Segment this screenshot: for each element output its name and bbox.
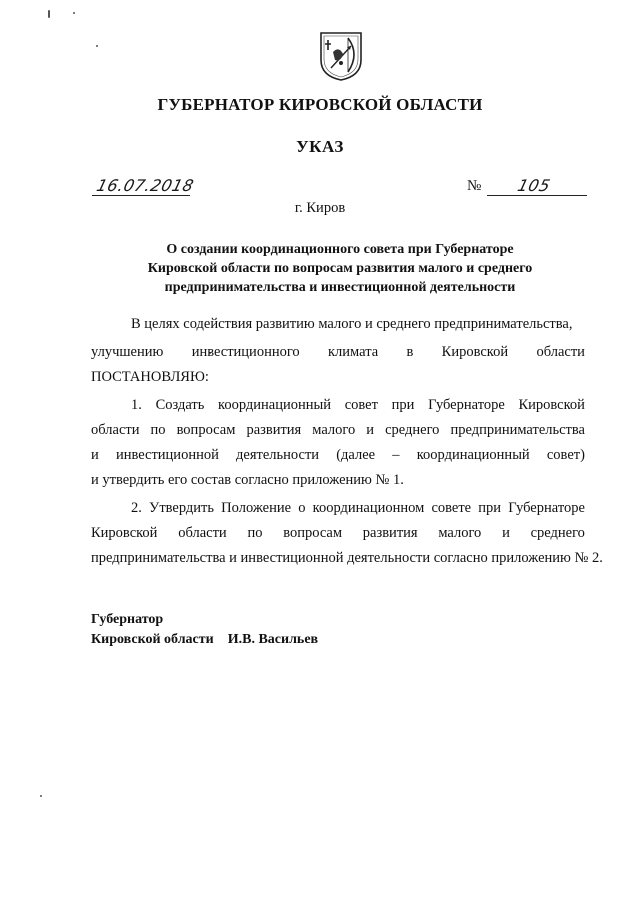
body-text: инвестиционной xyxy=(115,447,219,463)
signatory-name: И.В. Васильев xyxy=(227,632,319,647)
body-text: В целях содействия развитию малого и среднего предпринимательства, xyxy=(131,316,573,332)
body-text: предпринимательства xyxy=(450,422,585,438)
body-text: улучшению xyxy=(91,344,164,360)
body-text: совет xyxy=(344,397,378,413)
scan-speck xyxy=(40,795,42,797)
body-text: координационном xyxy=(312,500,425,516)
body-text: координационный xyxy=(218,397,332,413)
subject-line: О создании координационного совета при Губернаторе xyxy=(166,242,514,257)
scan-speck xyxy=(96,45,98,47)
body-text: области xyxy=(178,525,227,541)
signature-position: Губернатор xyxy=(91,612,164,627)
body-line xyxy=(91,525,585,542)
body-text: координационный xyxy=(416,447,530,463)
body-text: среднего xyxy=(385,422,440,438)
body-text: в xyxy=(406,344,414,360)
body-text: климата xyxy=(328,344,379,360)
body-text: Кировской xyxy=(441,344,509,360)
body-text: предпринимательства и инвестиционной деятельности согласно приложению № 2. xyxy=(91,550,603,566)
body-text: области xyxy=(91,422,140,438)
body-text: развития xyxy=(246,422,302,438)
signature-region: Кировской области xyxy=(91,632,214,647)
body-text: и xyxy=(502,525,510,541)
body-text: инвестиционного xyxy=(191,344,300,360)
document-type-title: УКАЗ xyxy=(296,137,344,156)
body-text: среднего xyxy=(530,525,585,541)
body-text: совет) xyxy=(546,447,585,463)
body-line xyxy=(91,422,585,439)
body-line xyxy=(91,447,585,464)
body-line xyxy=(131,397,585,414)
body-line xyxy=(91,344,585,361)
scan-speck xyxy=(48,10,50,18)
body-line xyxy=(91,550,603,567)
scan-speck xyxy=(73,12,75,14)
subject-line: Кировской области по вопросам развития малого и среднего xyxy=(147,261,533,276)
body-text: вопросам xyxy=(283,525,343,541)
subject-line: предпринимательства и инвестиционной деятельности xyxy=(164,280,516,295)
body-text: развития xyxy=(362,525,418,541)
body-text: по xyxy=(150,422,166,438)
body-text: Кировской xyxy=(518,397,585,413)
body-text: – xyxy=(392,447,400,463)
body-text: и xyxy=(91,447,99,463)
number-underline xyxy=(487,195,587,196)
body-text: 1. xyxy=(131,397,142,413)
body-line xyxy=(91,472,585,489)
body-text: Губернаторе xyxy=(428,397,505,413)
body-text: и утвердить его состав согласно приложению № 1. xyxy=(91,472,404,488)
body-text: по xyxy=(247,525,263,541)
body-text: при xyxy=(391,397,415,413)
date-underline xyxy=(92,195,190,196)
body-text: ПОСТАНОВЛЯЮ: xyxy=(91,369,209,385)
body-text: Губернаторе xyxy=(508,500,585,516)
coat-of-arms-emblem xyxy=(318,30,364,82)
body-text: и xyxy=(366,422,375,438)
signature-block xyxy=(91,632,318,648)
body-line xyxy=(131,316,585,333)
issuer-title: ГУБЕРНАТОР КИРОВСКОЙ ОБЛАСТИ xyxy=(157,95,483,114)
body-text: вопросам xyxy=(176,422,236,438)
city-label: г. Киров xyxy=(294,200,346,216)
body-text: совете xyxy=(431,500,472,516)
body-line xyxy=(131,500,585,517)
number-sign: № xyxy=(467,178,482,194)
body-text: Положение xyxy=(221,500,292,516)
body-line xyxy=(91,369,585,386)
body-text: области xyxy=(536,344,585,360)
body-text: малого xyxy=(312,422,356,438)
body-text: Утвердить xyxy=(149,500,214,516)
body-text: Кировской xyxy=(91,525,158,541)
body-text: 2. xyxy=(131,500,142,516)
body-text: деятельности xyxy=(236,447,320,463)
body-text: при xyxy=(478,500,502,516)
decree-subject xyxy=(120,240,560,297)
body-text: (далее xyxy=(336,447,376,463)
body-text: Создать xyxy=(155,397,205,413)
body-text: о xyxy=(298,500,306,516)
handwritten-date: 16.07.2018 xyxy=(94,176,196,195)
body-text: малого xyxy=(438,525,482,541)
handwritten-number: 105 xyxy=(515,176,553,195)
